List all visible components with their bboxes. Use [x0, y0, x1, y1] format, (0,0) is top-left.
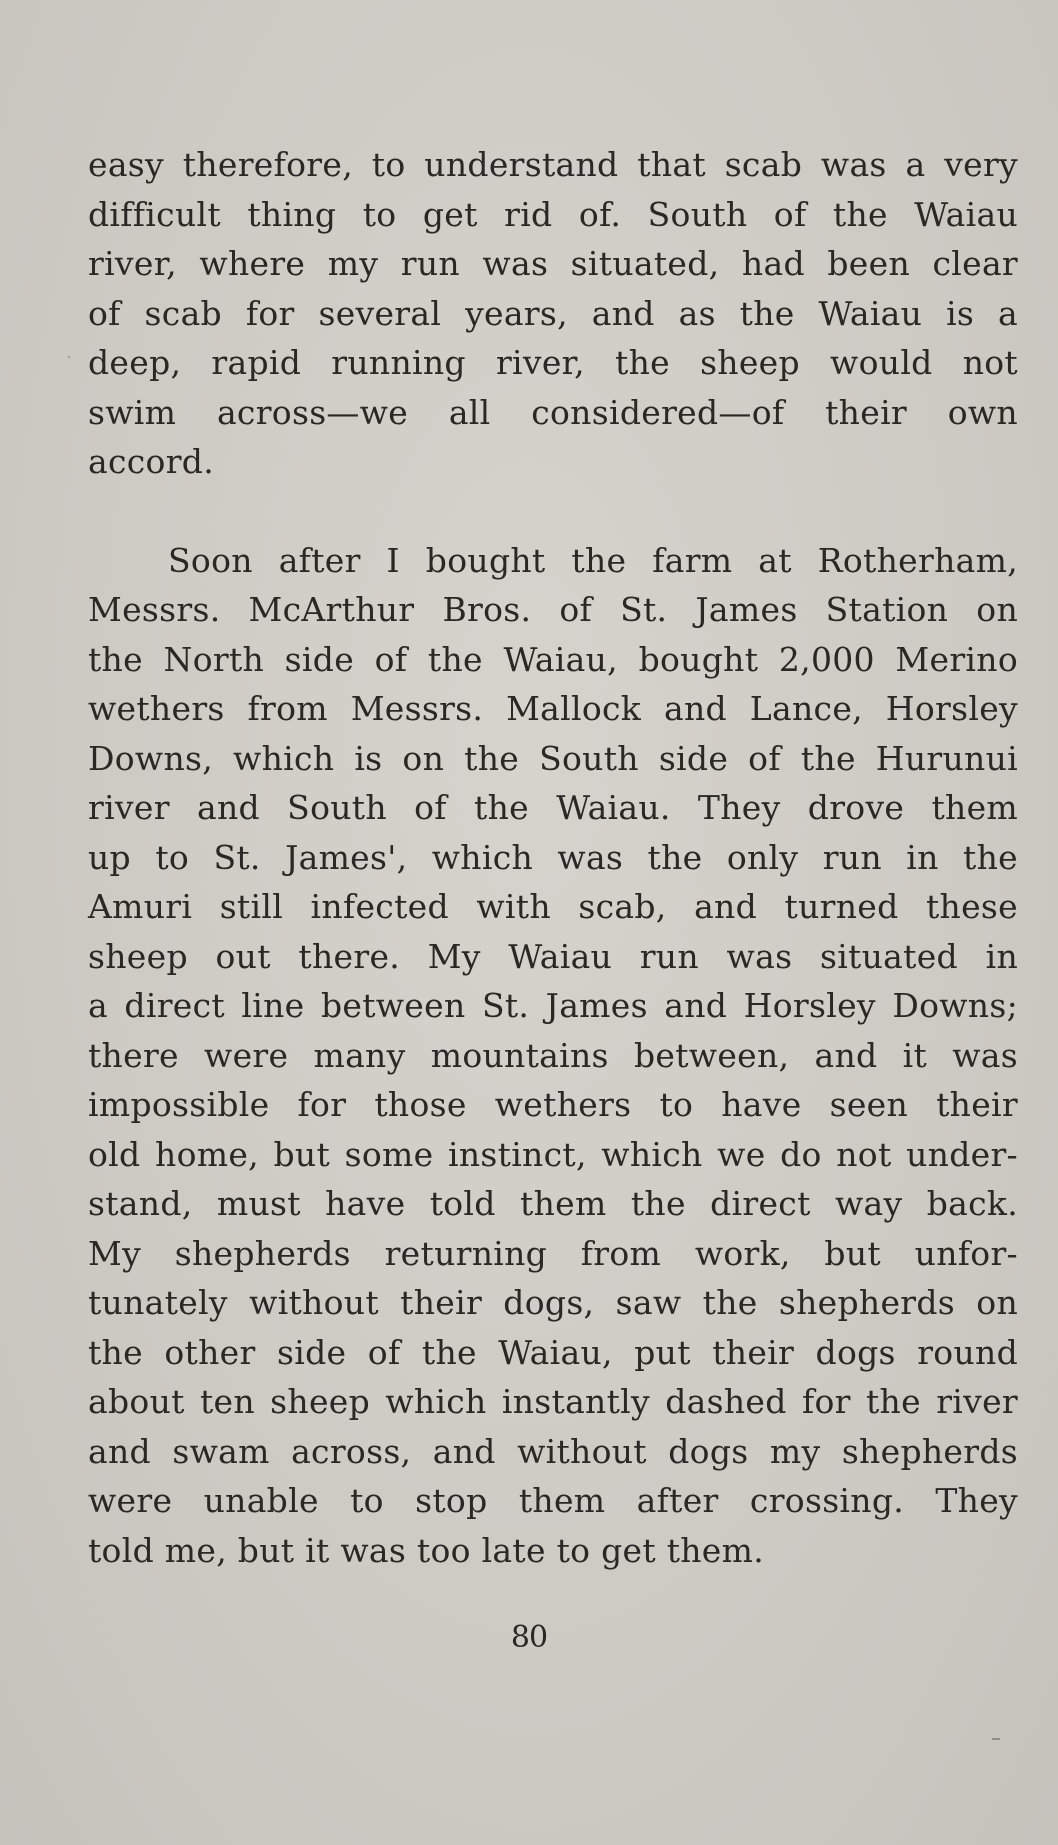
paragraph-gap: [88, 487, 1018, 536]
page-number: 80: [510, 1620, 548, 1655]
text-line: river, where my run was situated, had been clear: [88, 244, 1018, 283]
text-line: deep, rapid running river, the sheep would not: [88, 343, 1018, 382]
text-line: Amuri still infected with scab, and turned these: [88, 887, 1018, 926]
text-line: My shepherds returning from work, but unfor-: [88, 1233, 1018, 1273]
text-line: accord.: [88, 442, 214, 481]
text-line: the other side of the Waiau, put their dogs round: [88, 1332, 1018, 1372]
page-body: [88, 140, 1018, 1575]
text-line: and swam across, and without dogs my shepherds: [88, 1431, 1018, 1471]
text-line: stand, must have told them the direct way back.: [88, 1184, 1018, 1223]
text-line: river and South of the Waiau. They drove them: [88, 788, 1018, 827]
text-line: of scab for several years, and as the Waiau is a: [88, 293, 1018, 333]
text-line: Downs, which is on the South side of the Hurunui: [88, 738, 1018, 778]
text-line: impossible for those wethers to have seen their: [88, 1085, 1018, 1124]
paragraph-1: [88, 140, 1018, 487]
paper-speck: [68, 356, 70, 358]
text-line: wethers from Messrs. Mallock and Lance, Horsley: [88, 689, 1018, 728]
text-line: old home, but some instinct, which we do not under-: [88, 1134, 1018, 1174]
text-line: easy therefore, to understand that scab was a very: [88, 145, 1018, 184]
text-line: Soon after I bought the farm at Rotherham,: [168, 540, 1018, 580]
text-line: a direct line between St. James and Horsley Downs;: [88, 986, 1018, 1025]
text-line: there were many mountains between, and it was: [88, 1035, 1018, 1075]
text-line: told me, but it was too late to get them.: [88, 1530, 765, 1570]
paragraph-2: [88, 536, 1018, 1576]
text-line: were unable to stop them after crossing. They: [88, 1481, 1018, 1520]
text-line: sheep out there. My Waiau run was situated in: [88, 936, 1018, 976]
text-line: swim across—we all considered—of their own: [88, 392, 1018, 432]
text-line: difficult thing to get rid of. South of the Waiau: [88, 194, 1018, 234]
text-line: the North side of the Waiau, bought 2,000 Merino: [88, 639, 1018, 679]
text-line: tunately without their dogs, saw the shepherds on: [88, 1283, 1018, 1322]
text-line: up to St. James', which was the only run in the: [88, 837, 1018, 877]
text-line: about ten sheep which instantly dashed for the river: [88, 1382, 1018, 1421]
text-line: Messrs. McArthur Bros. of St. James Station on: [88, 590, 1018, 629]
paper-speck: [992, 1738, 1000, 1740]
